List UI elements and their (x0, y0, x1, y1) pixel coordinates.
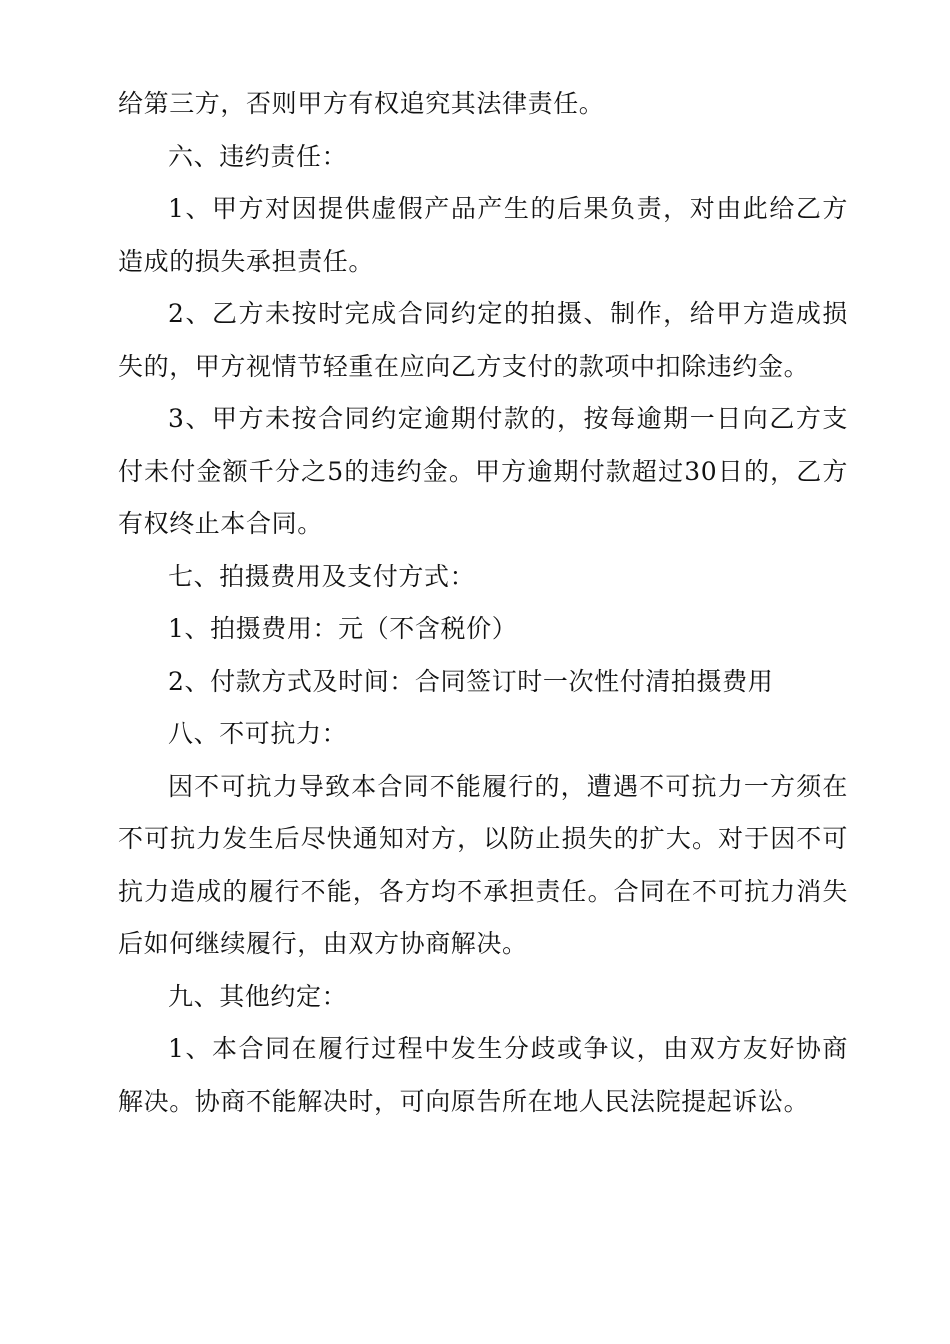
paragraph-confidentiality-end: 给第三方，否则甲方有权追究其法律责任。 (118, 89, 605, 118)
document-page (118, 78, 848, 1128)
section-heading-other-terms: 九、其他约定： (168, 981, 348, 1011)
clause-6-1: 1、甲方对因提供虚假产品产生的后果负责，对由此给乙方造成的损失承担责任。 (118, 194, 848, 276)
clause-7-1: 1、拍摄费用：元（不含税价） (168, 614, 518, 643)
clause-7-2: 2、付款方式及时间：合同签订时一次性付清拍摄费用 (168, 666, 774, 696)
clause-9-1: 1、本合同在履行过程中发生分歧或争议，由双方友好协商解决。协商不能解决时，可向原告所在地人民法院提起诉讼。 (118, 1034, 848, 1116)
clause-6-3: 3、甲方未按合同约定逾期付款的，按每逾期一日向乙方支付未付金额千分之5的违约金。甲方逾期付款超过30日的，乙方有权终止本合同。 (118, 404, 848, 538)
section-heading-force-majeure: 八、不可抗力： (168, 719, 348, 748)
clause-8-body: 因不可抗力导致本合同不能履行的，遭遇不可抗力一方须在不可抗力发生后尽快通知对方，以防止损失的扩大。对于因不可抗力造成的履行不能，各方均不承担责任。合同在不可抗力消失后如何继续履行，由双方协商解决。 (118, 771, 848, 958)
section-heading-fees-payment: 七、拍摄费用及支付方式： (168, 561, 476, 591)
section-heading-breach-liability: 六、违约责任： (168, 141, 348, 171)
clause-6-2: 2、乙方未按时完成合同约定的拍摄、制作，给甲方造成损失的，甲方视情节轻重在应向乙方支付的款项中扣除违约金。 (118, 299, 848, 381)
